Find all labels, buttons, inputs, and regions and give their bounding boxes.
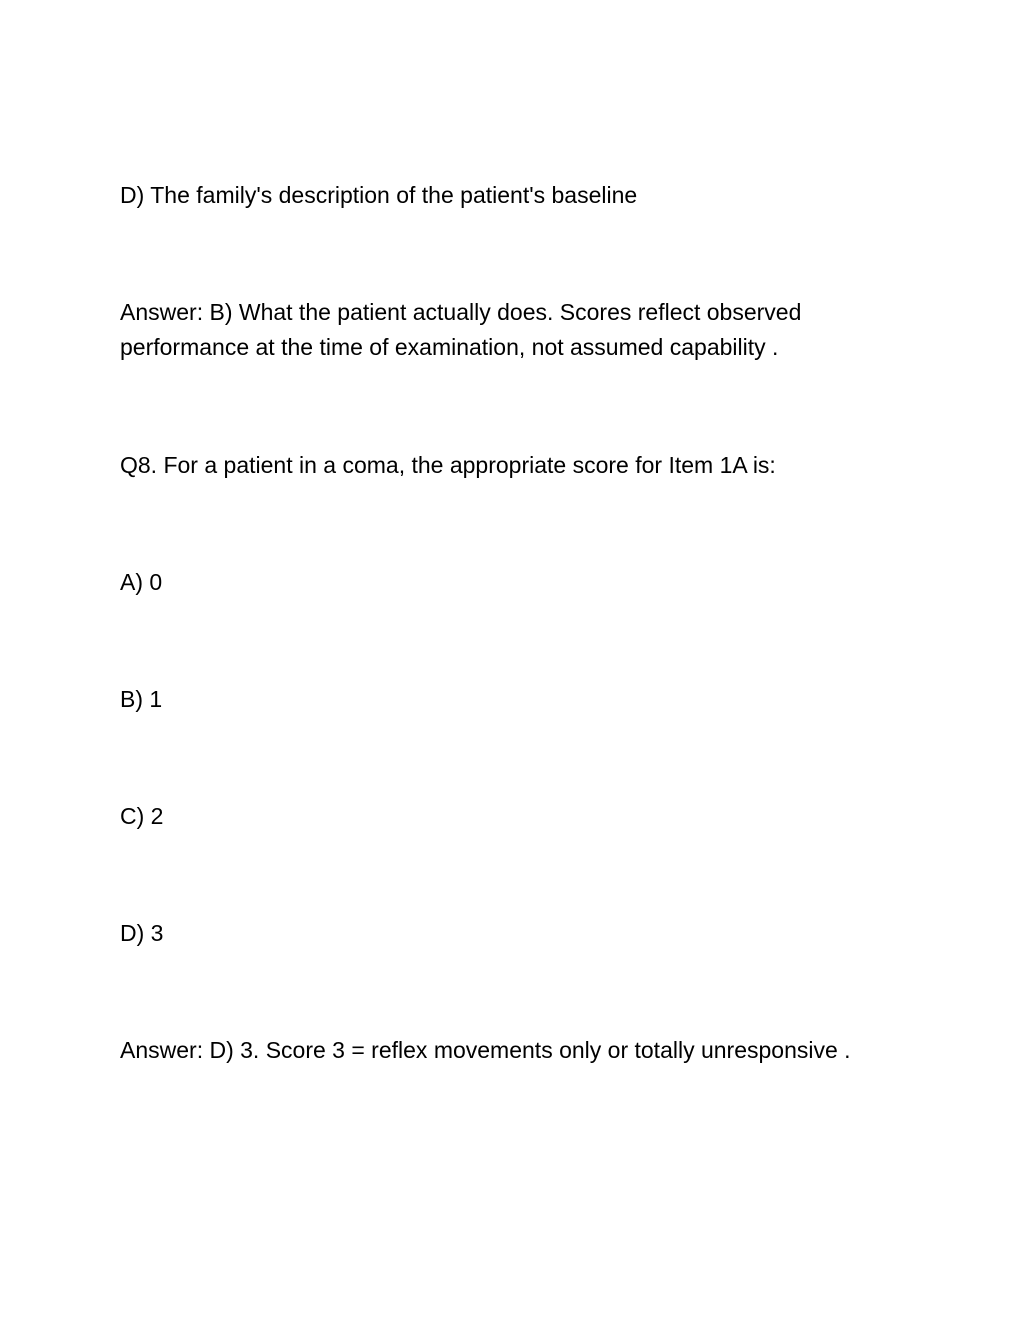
option-c: C) 2	[120, 803, 164, 829]
option-d: D) 3	[120, 920, 164, 946]
question-q8: Q8. For a patient in a coma, the appropriate score for Item 1A is:	[120, 452, 776, 478]
option-a: A) 0	[120, 569, 163, 595]
answer-q8: Answer: D) 3. Score 3 = reflex movements only or totally unresponsive .	[120, 1037, 851, 1063]
answer-previous-question: Answer: B) What the patient actually does. Scores reflect observed performance at the time of examination, not assumed capability .	[120, 299, 802, 360]
option-d-previous-question: D) The family's description of the patient's baseline	[120, 182, 638, 208]
option-b: B) 1	[120, 686, 163, 712]
